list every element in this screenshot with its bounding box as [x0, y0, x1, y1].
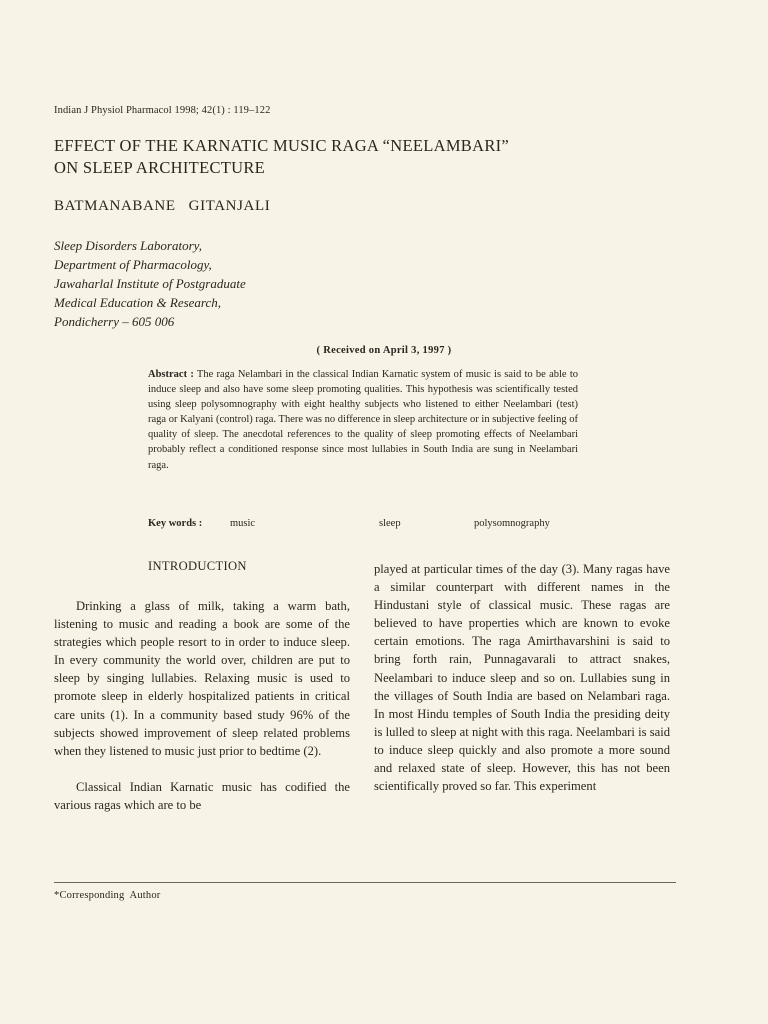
body-column-left: [54, 597, 350, 814]
affiliation-line: Sleep Disorders Laboratory,: [54, 238, 202, 253]
abstract-label: Abstract :: [148, 369, 194, 380]
author-name: BATMANABANE GITANJALI: [54, 198, 271, 214]
keywords-row: [148, 518, 578, 534]
abstract-text: The raga Nelambari in the classical Indian Karnatic system of music is said to be able to induce sleep and also have some sleep promoting qualities. This hypothesis was scientifically tested using sleep polysomnography with eight healthy subjects who listened to either Neelambari (test) raga or Kalyani (control) raga. There was no difference in sleep architecture or in subjective feeling of quality of sleep. The anecdotal references to the quality of sleep promoting effects of Neelambari probably reflect a conditioned response since most lullabies in South India are sung in Neelambari raga.: [148, 369, 578, 471]
affiliation-line: Department of Pharmacology,: [54, 257, 212, 272]
body-paragraph: played at particular times of the day (3). Many ragas have a similar counterpart with different names in the Hindustani style of classical music. These ragas are believed to have properties which are known to evoke certain emotions. The raga Amirthavarshini is said to bring forth rain, Punnagavarali to attract snakes, Neelambari to induce sleep and so on. Lullabies sung in the villages of South India are based on Nelambari raga. In most Hindu temples of South India the presiding deity is lulled to sleep at night with this raga. Neelambari is said to induce sleep quickly and also promote a more sound and relaxed state of sleep. However, this has not been scientifically proved so far. This experiment: [374, 562, 670, 794]
keyword-item: music: [230, 518, 256, 529]
keyword-item: polysomnography: [474, 518, 550, 529]
author-affiliation: [54, 236, 246, 331]
affiliation-line: Medical Education & Research,: [54, 295, 222, 310]
keyword-item: sleep: [379, 518, 401, 529]
section-heading-introduction: INTRODUCTION: [148, 559, 247, 573]
body-column-right: [374, 560, 670, 795]
article-title-line-2: ON SLEEP ARCHITECTURE: [54, 158, 266, 177]
body-paragraph: Drinking a glass of milk, taking a warm bath, listening to music and reading a book are some of the strategies which people resort to in order to induce sleep. In every community the world over, children are put to sleep by singing lullabies. Relaxing music is used to promote sleep in elderly hospitalized patients in critical care units (1). In a community based study 96% of the subjects showed improvement of sleep related problems when they listened to music just prior to bedtime (2).: [54, 599, 350, 758]
abstract-block: [148, 367, 578, 473]
affiliation-line: Jawaharlal Institute of Postgraduate: [54, 276, 246, 291]
article-title: [54, 135, 509, 179]
journal-citation: Indian J Physiol Pharmacol 1998; 42(1) : 119–122: [54, 105, 271, 116]
affiliation-line: Pondicherry – 605 006: [54, 314, 175, 329]
received-date: ( Received on April 3, 1997 ): [316, 345, 452, 356]
footnote-corresponding-author: *Corresponding Author: [54, 890, 161, 901]
keywords-label: Key words :: [148, 518, 203, 529]
article-title-line-1: EFFECT OF THE KARNATIC MUSIC RAGA “NEELAMBARI”: [54, 136, 510, 155]
body-paragraph: Classical Indian Karnatic music has codified the various ragas which are to be: [54, 779, 350, 812]
footnote-divider: [54, 882, 676, 883]
